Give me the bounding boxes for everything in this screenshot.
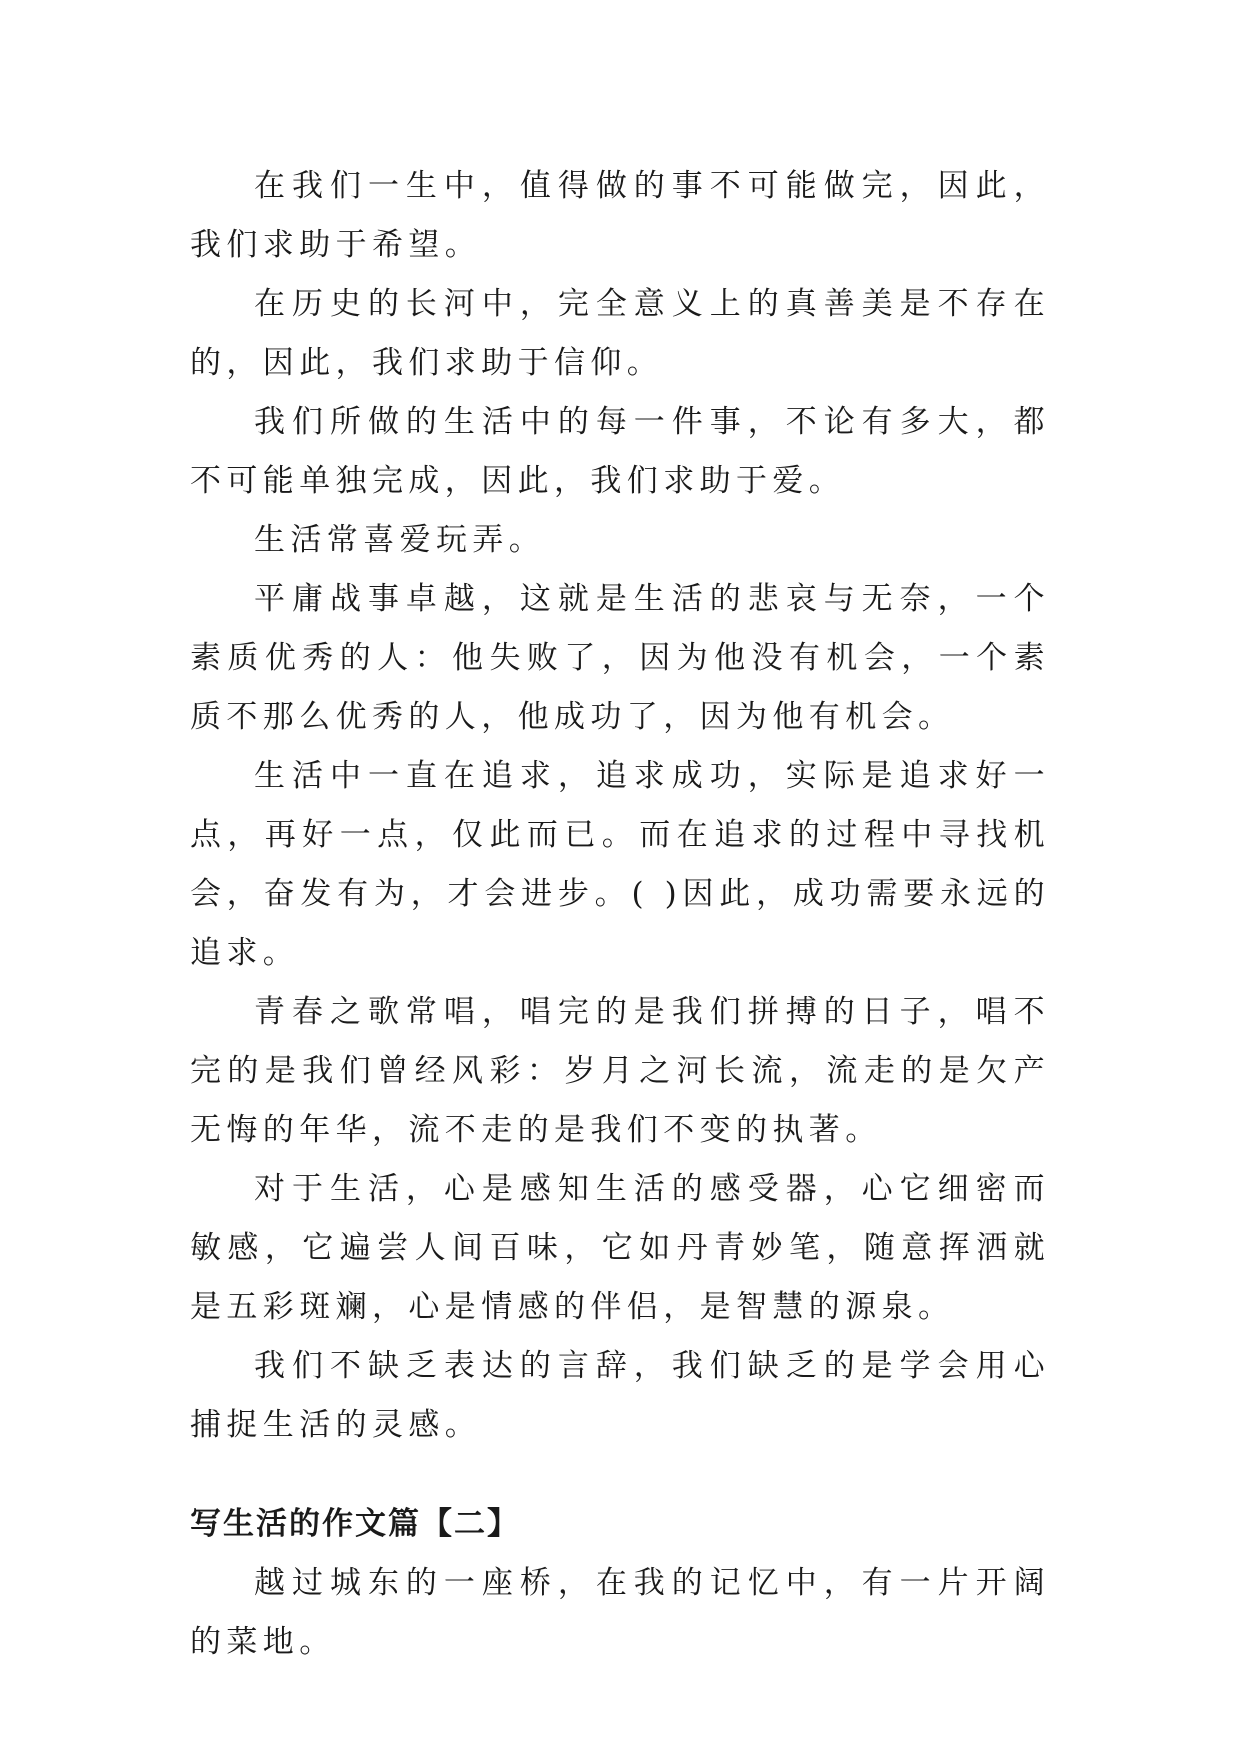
paragraph-6: 生活中一直在追求，追求成功，实际是追求好一点，再好一点，仅此而已。而在追求的过程中寻找机会，奋发有为，才会进步。( )因此，成功需要永远的追求。 [190,758,1050,971]
paragraph-4: 生活常喜爱玩弄。 [254,522,546,558]
paragraph-8: 对于生活，心是感知生活的感受器，心它细密而敏感，它遍尝人间百味，它如丹青妙笔，随意挥洒就是五彩斑斓，心是情感的伴侣，是智慧的源泉。 [190,1171,1050,1325]
section-heading-text: 写生活的作文篇 [190,1506,421,1542]
paragraph-3: 我们所做的生活中的每一件事，不论有多大，都不可能单独完成，因此，我们求助于爱。 [190,404,1050,499]
paragraph-7: 青春之歌常唱，唱完的是我们拼搏的日子，唱不完的是我们曾经风彩：岁月之河长流，流走的是欠产无悔的年华，流不走的是我们不变的执著。 [190,994,1050,1148]
section2-paragraph-1: 越过城东的一座桥，在我的记忆中，有一片开阔的菜地。 [190,1565,1050,1660]
paragraph-5: 平庸战事卓越，这就是生活的悲哀与无奈，一个素质优秀的人：他失败了，因为他没有机会，一个素质不那么优秀的人，他成功了，因为他有机会。 [190,581,1050,735]
document-page [190,157,1050,1672]
section-spacer [190,1455,1050,1495]
paragraph-1: 在我们一生中，值得做的事不可能做完，因此，我们求助于希望。 [190,168,1050,263]
section-heading-number: 【二】 [421,1506,520,1542]
paragraph-2: 在历史的长河中，完全意义上的真善美是不存在的，因此，我们求助于信仰。 [190,286,1050,381]
paragraph-9: 我们不缺乏表达的言辞，我们缺乏的是学会用心捕捉生活的灵感。 [190,1348,1050,1443]
section-heading [190,1495,1050,1554]
